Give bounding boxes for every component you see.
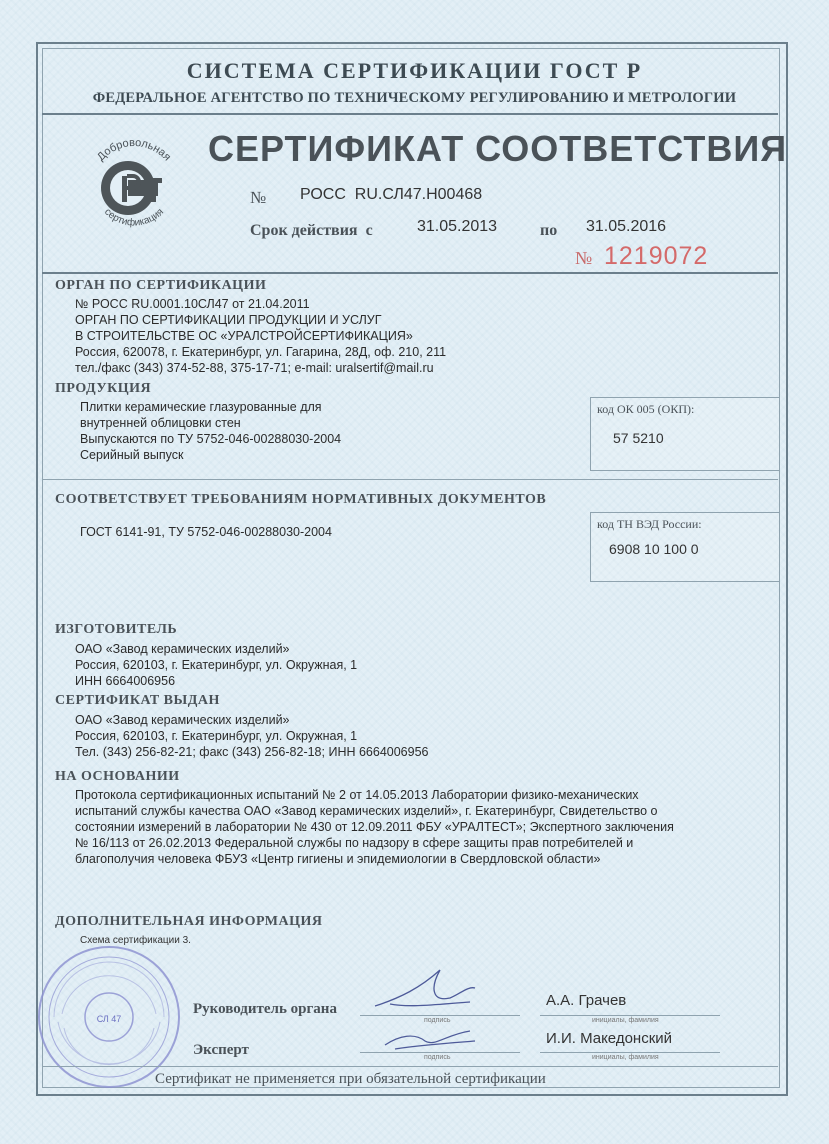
- manufacturer-line: Россия, 620103, г. Екатеринбург, ул. Окружная, 1: [75, 658, 358, 672]
- valid-from-date: 31.05.2013: [417, 218, 498, 235]
- number-sign: №: [250, 188, 267, 207]
- expert-name: И.И. Македонский: [546, 1030, 673, 1047]
- certification-scheme: Схема сертификации 3.: [80, 935, 191, 946]
- certification-body-line: тел./факс (343) 374-52-88, 375-17-71; e-mail: uralsertif@mail.ru: [75, 361, 434, 375]
- validity-label: Срок действия с: [250, 222, 373, 239]
- basis-details: [75, 787, 674, 867]
- basis-line: № 16/113 от 26.02.2013 Федеральной службы по надзору в сфере защиты прав потребителей и: [75, 836, 634, 850]
- title-divider: [42, 272, 778, 274]
- basis-line: состоянии измерений в лаборатории № 430 от 12.09.2011 ФБУ «УРАЛТЕСТ»; Экспертного заключения: [75, 820, 674, 834]
- footer-divider: [42, 1066, 778, 1067]
- certification-body-line: Россия, 620078, г. Екатеринбург, ул. Гагарина, 28Д, оф. 210, 211: [75, 345, 447, 359]
- head-of-body-label: Руководитель органа: [193, 1001, 337, 1017]
- expert-label: Эксперт: [193, 1042, 249, 1058]
- product-line: Выпускаются по ТУ 5752-046-00288030-2004: [80, 432, 342, 446]
- rst-logo-icon: [78, 128, 190, 240]
- expert-name-caption: инициалы, фамилия: [592, 1054, 659, 1061]
- tnved-code-value: 6908 10 100 0: [609, 541, 699, 557]
- issued-to-line: Тел. (343) 256-82-21; факс (343) 256-82-18; ИНН 6664006956: [75, 745, 429, 759]
- expert-signature-caption: подпись: [424, 1054, 451, 1061]
- tnved-code-box: [590, 512, 779, 582]
- valid-to-date: 31.05.2016: [586, 218, 667, 235]
- basis-line: испытаний службы качества ОАО «Завод керамических изделий», г. Екатеринбург, Свидетельство о: [75, 804, 658, 818]
- footer-note: Сертификат не применяется при обязательной сертификации: [155, 1071, 546, 1087]
- basis-line: Протокола сертификационных испытаний № 2 от 14.05.2013 Лаборатории физико-механических: [75, 788, 639, 802]
- tnved-code-label: код ТН ВЭД России:: [597, 517, 702, 531]
- okp-code-box: [590, 397, 779, 471]
- expert-name-line: [540, 1052, 720, 1053]
- product-divider: [42, 479, 778, 480]
- product-details: [80, 399, 341, 463]
- expert-signature-icon: [380, 1015, 480, 1055]
- conformity-heading: СООТВЕТСТВУЕТ ТРЕБОВАНИЯМ НОРМАТИВНЫХ ДОКУМЕНТОВ: [55, 492, 547, 507]
- head-name-caption: инициалы, фамилия: [592, 1017, 659, 1024]
- svg-text:Добровольная: [95, 137, 173, 164]
- official-stamp: [34, 942, 184, 1092]
- product-heading: ПРОДУКЦИЯ: [55, 381, 152, 396]
- system-title: СИСТЕМА СЕРТИФИКАЦИИ ГОСТ Р: [186, 58, 643, 83]
- issued-to-line: Россия, 620103, г. Екатеринбург, ул. Окружная, 1: [75, 729, 358, 743]
- head-name-line: [540, 1015, 720, 1016]
- product-line: Плитки керамические глазурованные для: [80, 400, 322, 414]
- basis-heading: НА ОСНОВАНИИ: [55, 769, 180, 784]
- valid-to-label: по: [540, 222, 558, 239]
- okp-code-value: 57 5210: [613, 430, 664, 446]
- additional-info-heading: ДОПОЛНИТЕЛЬНАЯ ИНФОРМАЦИЯ: [55, 914, 323, 929]
- manufacturer-details: [75, 641, 357, 689]
- issued-to-heading: СЕРТИФИКАТ ВЫДАН: [55, 693, 220, 708]
- registration-number: РОСС RU.СЛ47.Н00468: [300, 186, 483, 203]
- conformity-standards: ГОСТ 6141-91, ТУ 5752-046-00288030-2004: [80, 525, 332, 539]
- issued-to-line: ОАО «Завод керамических изделий»: [75, 713, 290, 727]
- basis-line: благополучия человека ФБУЗ «Центр гигиены и эпидемиологии в Свердловской области»: [75, 852, 601, 866]
- manufacturer-line: ОАО «Завод керамических изделий»: [75, 642, 290, 656]
- product-line: внутренней облицовки стен: [80, 416, 241, 430]
- certification-body-details: [75, 296, 446, 376]
- manufacturer-heading: ИЗГОТОВИТЕЛЬ: [55, 622, 178, 637]
- product-line: Серийный выпуск: [80, 448, 184, 462]
- stamp-center-text: СЛ 47: [96, 1014, 122, 1024]
- certification-body-line: № РОСС RU.0001.10СЛ47 от 21.04.2011: [75, 297, 310, 311]
- certification-body-line: В СТРОИТЕЛЬСТВЕ ОС «УРАЛСТРОЙСЕРТИФИКАЦИЯ»: [75, 329, 413, 343]
- head-signature-caption: подпись: [424, 1017, 451, 1024]
- head-name: А.А. Грачев: [546, 992, 627, 1009]
- manufacturer-line: ИНН 6664006956: [75, 674, 176, 688]
- serial-number-sign: №: [575, 248, 593, 268]
- issued-to-details: [75, 712, 429, 760]
- logo-bottom-text: сертификация: [102, 206, 166, 229]
- certification-body-line: ОРГАН ПО СЕРТИФИКАЦИИ ПРОДУКЦИИ И УСЛУГ: [75, 313, 382, 327]
- serial-number: 1219072: [604, 242, 709, 270]
- agency-title: ФЕДЕРАЛЬНОЕ АГЕНТСТВО ПО ТЕХНИЧЕСКОМУ РЕГУЛИРОВАНИЮ И МЕТРОЛОГИИ: [92, 90, 737, 106]
- certificate-title: СЕРТИФИКАТ СООТВЕТСТВИЯ: [208, 128, 788, 169]
- head-signature-icon: [370, 958, 480, 1018]
- header-divider: [42, 113, 778, 115]
- certification-body-heading: ОРГАН ПО СЕРТИФИКАЦИИ: [55, 278, 267, 293]
- okp-code-label: код ОК 005 (ОКП):: [597, 402, 695, 416]
- logo-top-text: Добровольная: [94, 136, 174, 164]
